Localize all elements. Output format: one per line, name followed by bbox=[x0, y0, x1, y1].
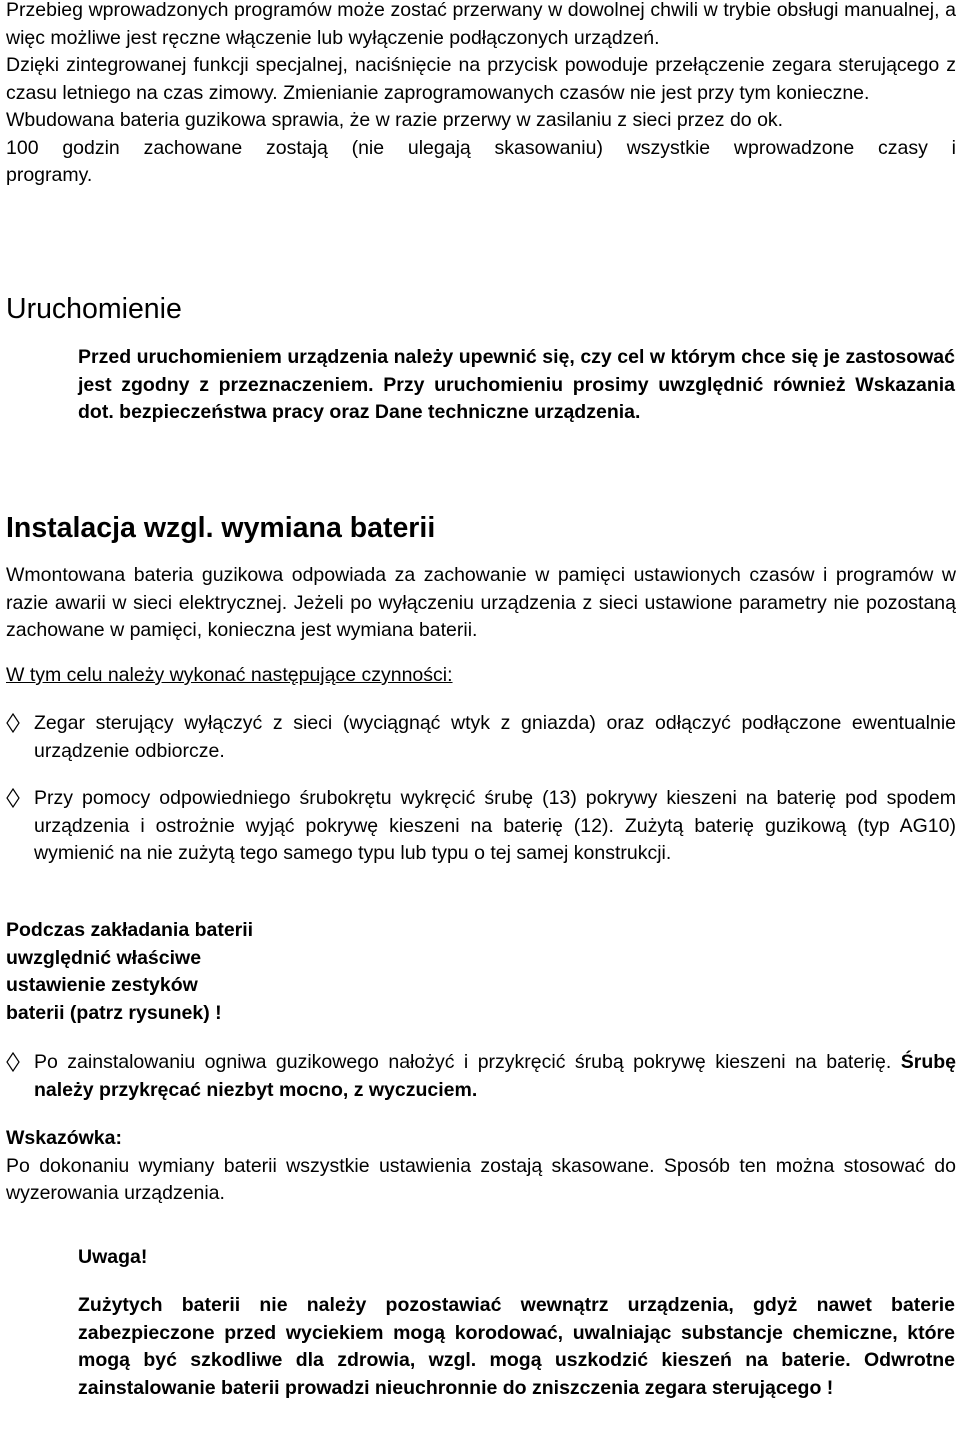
instalacja-paragraph: Wmontowana bateria guzikowa odpowiada za zachowanie w pamięci ustawionych czasów i programów w razie awarii w sieci elektrycznej. Jeżeli po wyłączeniu urządzenia z sieci ustawione parametry nie pozostaną zachowane w pamięci, konieczna jest wymiana baterii. bbox=[6, 564, 956, 641]
step-text-3-bold: Śrubę należy przykręcać niezbyt mocno, z wyczuciem. bbox=[34, 1051, 956, 1101]
diamond-bullet-icon bbox=[6, 1049, 34, 1072]
uruchomienie-body-wrap bbox=[6, 344, 956, 427]
intro-block bbox=[6, 0, 956, 190]
warning-body: Zużytych baterii nie należy pozostawiać wewnątrz urządzenia, gdyż nawet baterie zabezpieczone przed wyciekiem mogą korodować, uwalniając substancje chemiczne, które mogą być szkodliwe dla zdrowia, wzgl. mogą uszkodzić kieszeń na baterie. Odwrotne zainstalowanie baterii prowadzi nieuchronnie do zniszczenia zegara sterującego ! bbox=[78, 1294, 955, 1399]
warning-body-wrap bbox=[6, 1292, 956, 1402]
intro-paragraph-1: Przebieg wprowadzonych programów może zostać przerwany w dowolnej chwili w trybie obsługi manualnej, a więc możliwe jest ręczne włączenie lub wyłączenie podłączonych urządzeń. bbox=[6, 0, 956, 49]
step-text-3-normal: Po zainstalowaniu ogniwa guzikowego nałożyć i przykręcić śrubą pokrywę kieszeni na baterię. bbox=[34, 1051, 901, 1073]
step-item-2 bbox=[6, 785, 956, 868]
battery-note-line-1: Podczas zakładania baterii bbox=[6, 919, 254, 941]
step-text-2: Przy pomocy odpowiedniego śrubokrętu wykręcić śrubę (13) pokrywy kieszeni na baterię pod spodem urządzenia i ostrożnie wyjąć pokrywę kieszeni na baterię (12). Zużytą baterię guzikową (typ AG10) wymienić na nie zużytą tego samego typu lub typu o tej samej konstrukcji. bbox=[34, 787, 956, 864]
battery-note-line-3: ustawienie zestyków bbox=[6, 974, 198, 996]
steps-heading-wrap bbox=[6, 662, 956, 690]
warning-title: Uwaga! bbox=[78, 1246, 148, 1268]
warning-title-wrap bbox=[6, 1244, 956, 1272]
steps-heading: W tym celu należy wykonać następujące czynności: bbox=[6, 664, 453, 686]
hint-block bbox=[6, 1125, 956, 1208]
battery-note-line-2: uwzględnić właściwe bbox=[6, 946, 202, 969]
step-text-3 bbox=[34, 1049, 956, 1104]
instalacja-intro-wrap bbox=[6, 562, 956, 645]
battery-note-line-4: baterii (patrz rysunek) ! bbox=[6, 1001, 222, 1024]
section-heading-instalacja: Instalacja wzgl. wymiana baterii bbox=[6, 512, 436, 544]
hint-title: Wskazówka: bbox=[6, 1127, 122, 1149]
step-text-1: Zegar sterujący wyłączyć z sieci (wyciągnąć wtyk z gniazda) oraz odłączyć podłączone ewentualnie urządzenie odbiorcze. bbox=[34, 712, 956, 762]
section-heading-uruchomienie: Uruchomienie bbox=[6, 293, 182, 325]
step-item-3 bbox=[6, 1049, 956, 1104]
diamond-bullet-icon bbox=[6, 710, 34, 733]
step-item-1 bbox=[6, 710, 956, 765]
intro-paragraph-3a: Wbudowana bateria guzikowa sprawia, że w razie przerwy w zasilaniu z sieci przez do ok. bbox=[6, 109, 784, 131]
uruchomienie-body: Przed uruchomieniem urządzenia należy upewnić się, czy cel w którym chce się je zastosować jest zgodny z przeznaczeniem. Przy uruchomieniu prosimy uwzględnić również Wskazania dot. bezpieczeństwa pracy oraz Dane techniczne urządzenia. bbox=[78, 346, 955, 423]
diamond-bullet-icon bbox=[6, 785, 34, 808]
intro-paragraph-3c: programy. bbox=[6, 164, 93, 186]
hint-body: Po dokonaniu wymiany baterii wszystkie ustawienia zostają skasowane. Sposób ten można stosować do wyzerowania urządzenia. bbox=[6, 1154, 956, 1204]
intro-paragraph-2: Dzięki zintegrowanej funkcji specjalnej, naciśnięcie na przycisk powoduje przełączenie zegara sterującego z czasu letniego na czas zimowy. Zmienianie zaprogramowanych czasów nie jest przy tym konieczne. bbox=[6, 54, 956, 104]
intro-paragraph-3b: 100 godzin zachowane zostają (nie ulegają skasowaniu) wszystkie wprowadzone czasy i bbox=[6, 136, 956, 159]
battery-note bbox=[6, 917, 956, 1027]
